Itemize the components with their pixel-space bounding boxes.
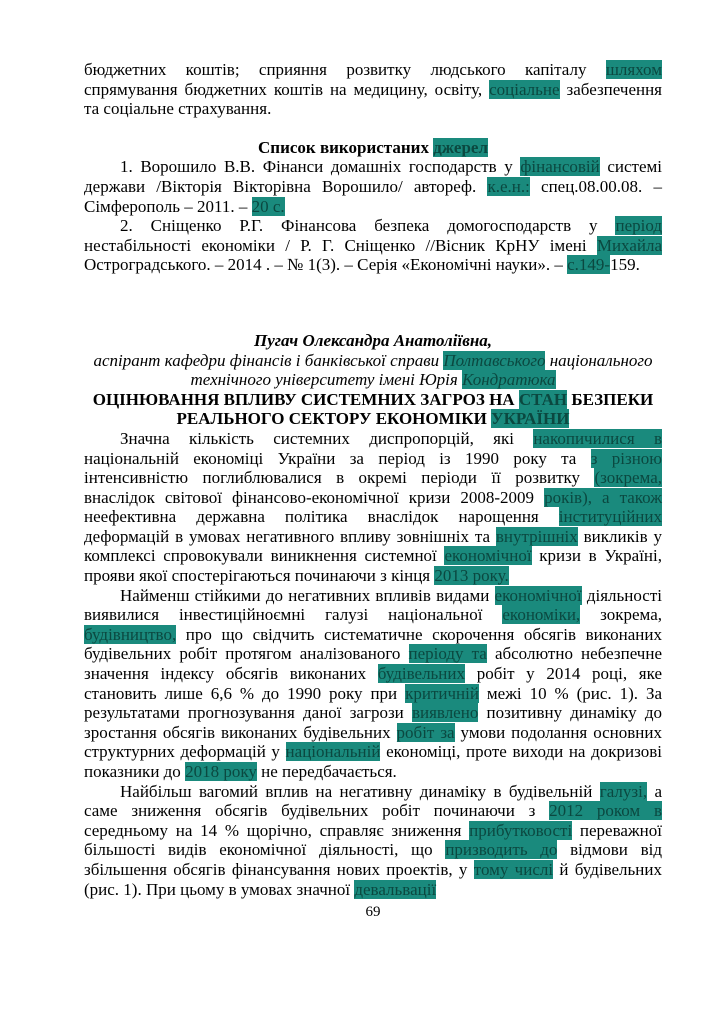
text-run: 1. Ворошило В.В. Фінанси домашніх господарств у bbox=[120, 157, 521, 177]
highlighted-text-run: тому числі bbox=[473, 859, 554, 879]
text-run: Значна кількість системних диспропорцій, які bbox=[120, 428, 534, 448]
text-run: робіт у 2014 році, яке становить лише 6,6 % до 1990 року при bbox=[84, 664, 663, 703]
author-name bbox=[84, 331, 662, 351]
highlighted-text-run: період bbox=[615, 216, 662, 236]
paragraph-intro-continuation bbox=[84, 60, 662, 119]
page-number: 69 bbox=[365, 904, 381, 921]
references-heading bbox=[84, 138, 662, 158]
text-run: межі 10 % (рис. 1). За результатами прогнозування даної загрози bbox=[84, 683, 663, 723]
highlighted-text-run: внутрішніх bbox=[495, 526, 578, 546]
text-run: ОЦІНЮВАННЯ ВПЛИВУ СИСТЕМНИХ ЗАГРОЗ НА bbox=[92, 389, 519, 409]
highlighted-text-run: (зокрема, bbox=[594, 468, 662, 488]
text-run: діяльності виявилися інвестиційноємні галузі національної bbox=[84, 585, 662, 625]
text-run: умови подолання основних структурних деформацій у bbox=[84, 722, 662, 762]
highlighted-text-run: Полтавського bbox=[443, 350, 546, 370]
text-run: Пугач Олександра Анатоліївна, bbox=[253, 330, 493, 350]
text-run: Найбільш вагомий вплив на негативну динаміку в будівельній bbox=[120, 781, 600, 801]
highlighted-text-run: УКРАЇНИ bbox=[491, 409, 570, 429]
text-run: й будівельних (рис. 1). При цьому в умовах значної bbox=[84, 859, 662, 899]
highlighted-text-run: років), а також bbox=[544, 487, 662, 507]
text-run: викликів у комплексі спровокували виникнення системної bbox=[84, 526, 662, 566]
highlighted-text-run: 20 с. bbox=[251, 196, 285, 216]
paper-title bbox=[84, 390, 662, 429]
text-run: БЕЗПЕКИ РЕАЛЬНОГО СЕКТОРУ ЕКОНОМІКИ bbox=[176, 389, 654, 429]
highlighted-text-run: періоду та bbox=[408, 644, 487, 664]
text-run: неефективна державна політика внаслідок нарощення bbox=[84, 507, 559, 527]
text-run: Найменш стійкими до негативних впливів видами bbox=[120, 585, 495, 605]
highlighted-text-run: девальвації bbox=[354, 879, 437, 899]
text-run: зокрема, bbox=[580, 605, 662, 625]
highlighted-text-run: к.е.н.: bbox=[487, 176, 530, 196]
highlighted-text-run: з різною bbox=[590, 448, 662, 468]
text-run: системі держави /Вікторія Вікторівна Ворошило/ автореф. bbox=[84, 157, 662, 196]
highlighted-text-run: будівництво, bbox=[84, 624, 177, 644]
highlighted-text-run: інституційних bbox=[558, 507, 662, 527]
highlighted-text-run: накопичилися в bbox=[533, 428, 662, 448]
text-run: Остроградського. – 2014 . – № 1(3). – Серія «Економічні науки». – bbox=[84, 255, 568, 275]
text-run: національній економіці України за період із 1990 року та bbox=[84, 448, 591, 468]
text-run: деформацій в умовах негативного впливу зовнішніх та bbox=[84, 526, 496, 546]
text-run: бюджетних коштів; сприяння розвитку людського капіталу bbox=[84, 60, 606, 79]
text-run: не передбачається. bbox=[256, 762, 397, 781]
highlighted-text-run: призводить до bbox=[445, 840, 558, 860]
text-run: позитивну динаміку до зростання обсягів виконаних будівельних bbox=[84, 703, 662, 742]
text-run: 159. bbox=[610, 255, 640, 275]
text-run: середньому на 14 % щорічно, справляє зниження bbox=[84, 820, 470, 840]
highlighted-text-run: робіт за bbox=[396, 722, 455, 742]
body-paragraph-2 bbox=[84, 586, 662, 782]
highlighted-text-run: шляхом bbox=[605, 60, 662, 79]
text-run: кризи в Україні, прояви якої спостерігаються починаючи з кінця bbox=[84, 546, 662, 586]
highlighted-text-run: прибутковості bbox=[469, 820, 573, 840]
highlighted-text-run: будівельних bbox=[377, 664, 466, 684]
text-run: переважної більшості видів економічної діяльності, що bbox=[84, 820, 662, 860]
text-run: спец.08.00.08. – Сімферополь – 2011. – bbox=[84, 176, 662, 216]
reference-item-1 bbox=[84, 157, 662, 216]
text-run: про що свідчить систематичне скорочення обсягів виконаних будівельних робіт протягом аналізованого bbox=[84, 624, 662, 664]
reference-item-2 bbox=[84, 216, 662, 275]
highlighted-text-run: фінансовій bbox=[520, 157, 600, 177]
highlighted-text-run: критичній bbox=[405, 683, 479, 703]
highlighted-text-run: 2012 роком в bbox=[549, 801, 662, 821]
text-run: Список використаних bbox=[258, 137, 434, 157]
highlighted-text-run: джерел bbox=[433, 137, 488, 157]
highlighted-text-run: виявлено bbox=[411, 703, 479, 723]
text-run: аспірант кафедри фінансів і банківської справи bbox=[93, 350, 444, 370]
text-run: інтенсивністю поглиблювалися в окремі періоди її розвитку bbox=[84, 468, 595, 488]
highlighted-text-run: Кондратюка bbox=[462, 370, 556, 390]
body-paragraph-3 bbox=[84, 782, 662, 900]
document-content bbox=[84, 60, 662, 899]
highlighted-text-run: соціальне bbox=[489, 79, 560, 99]
highlighted-text-run: галузі, bbox=[599, 781, 648, 801]
text-run: нестабільності економіки / Р. Г. Сніщенко //Вісник КрНУ імені bbox=[84, 235, 597, 255]
text-run: 2. Сніщенко Р.Г. Фінансова безпека домогосподарств у bbox=[120, 216, 616, 236]
highlighted-text-run: СТАН bbox=[518, 389, 568, 409]
text-run: національного технічного університету імені Юрія bbox=[190, 350, 653, 390]
text-run: спрямування бюджетних коштів на медицину, освіту, bbox=[84, 79, 490, 99]
author-affiliation bbox=[84, 351, 662, 390]
text-run: відмови від збільшення обсягів фінансування нових проектів, у bbox=[84, 840, 662, 879]
highlighted-text-run: Михайла bbox=[596, 235, 662, 255]
text-run: абсолютно небезпечне значення індексу обсягів виконаних bbox=[84, 644, 663, 684]
text-run: економіці, проте виходи на докризові показники до bbox=[84, 742, 662, 781]
body-paragraph-1 bbox=[84, 429, 662, 586]
text-run: забезпечення та соціальне страхування. bbox=[84, 79, 663, 119]
highlighted-text-run: національній bbox=[285, 742, 381, 762]
highlighted-text-run: с.149- bbox=[567, 255, 611, 275]
highlighted-text-run: економічної bbox=[494, 585, 582, 605]
highlighted-text-run: економічної bbox=[444, 546, 532, 566]
text-run: а саме зниження обсягів будівельних робіт починаючи з bbox=[84, 781, 662, 821]
text-run: внаслідок світової фінансово-економічної кризи 2008-2009 bbox=[84, 487, 545, 507]
highlighted-text-run: 2018 року bbox=[185, 762, 257, 781]
highlighted-text-run: 2013 року. bbox=[434, 566, 509, 586]
highlighted-text-run: економіки, bbox=[502, 605, 581, 625]
